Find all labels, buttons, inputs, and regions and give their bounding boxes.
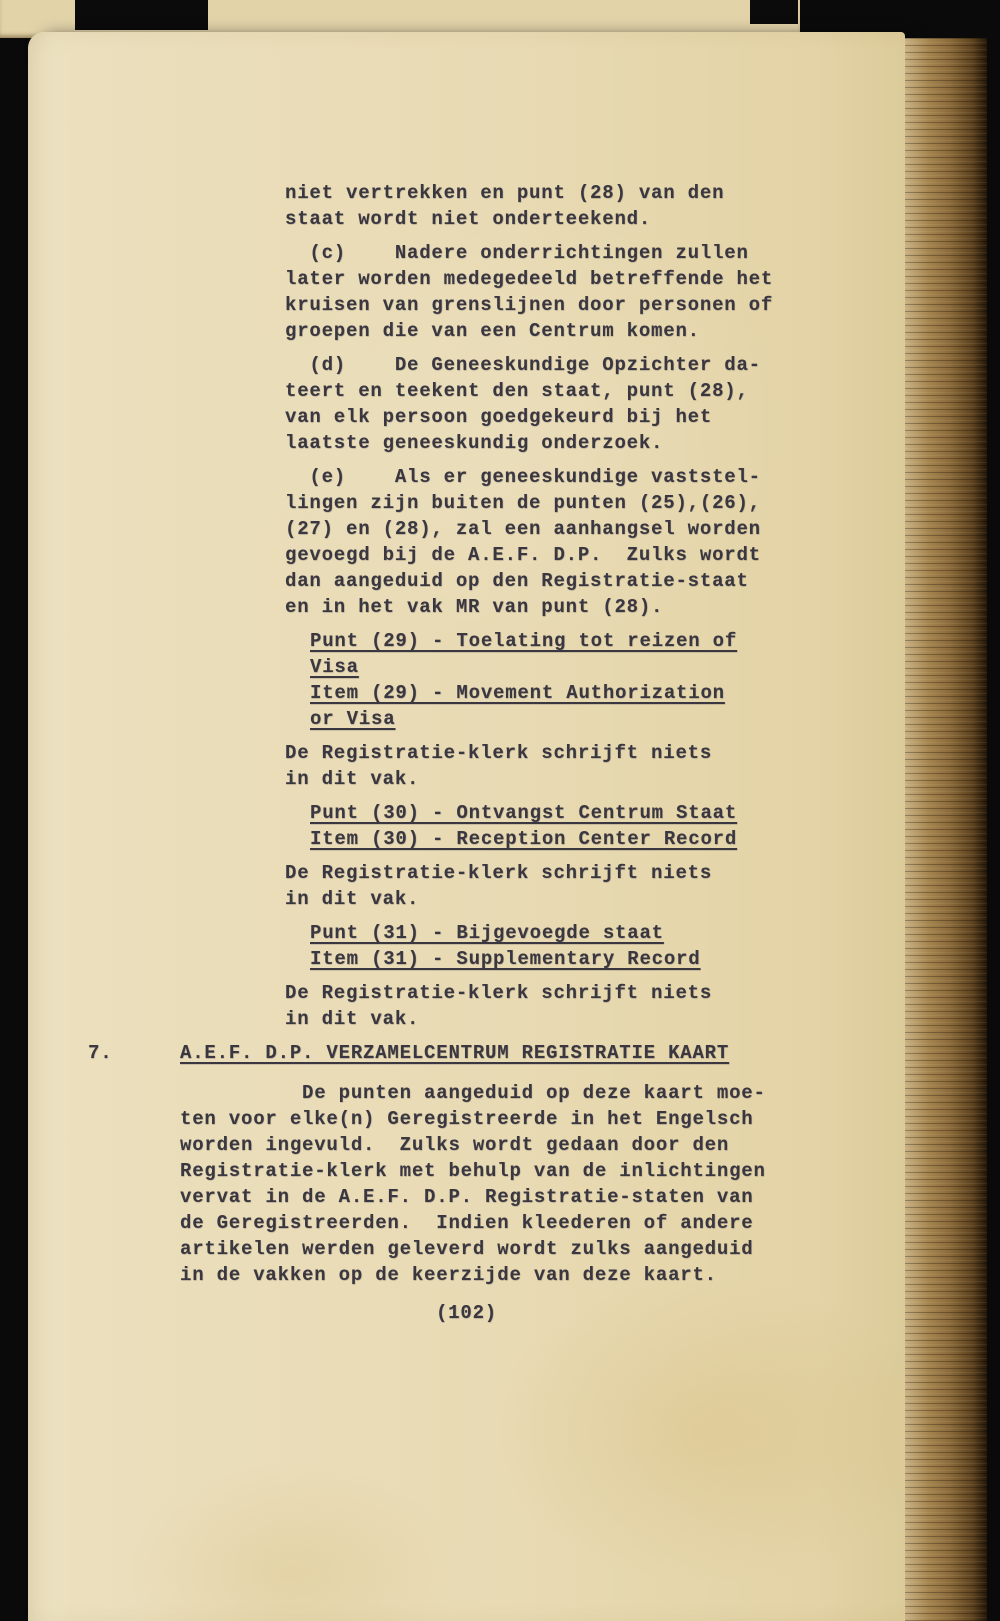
paragraph-continuation	[285, 180, 905, 232]
paragraph-c	[285, 240, 905, 344]
text-line: groepen die van een Centrum komen.	[285, 320, 700, 342]
paragraph-d	[285, 352, 905, 456]
text-line: (27) en (28), zal een aanhangsel worden	[285, 518, 761, 540]
paragraph-e	[285, 464, 905, 620]
underlined-text-line: Punt (29) - Toelating tot reizen of	[310, 630, 738, 652]
punt-29-heading	[310, 628, 905, 732]
underlined-text-line: Visa	[310, 656, 359, 678]
text-line: vervat in de A.E.F. D.P. Registratie-staten van	[180, 1186, 754, 1208]
text-line: kruisen van grenslijnen door personen of	[285, 294, 774, 316]
text-line: ten voor elke(n) Geregistreerde in het Engelsch	[180, 1108, 754, 1130]
underlined-text-line: Item (31) - Supplementary Record	[310, 948, 701, 970]
section-7-paragraph	[180, 1080, 905, 1288]
page-number: (102)	[435, 1302, 497, 1324]
underlined-text-line: Punt (31) - Bijgevoegde staat	[310, 922, 664, 944]
punt-31-body	[285, 980, 905, 1032]
underlined-text-line: A.E.F. D.P. VERZAMELCENTRUM REGISTRATIE KAART	[180, 1042, 730, 1064]
text-line: en in het vak MR van punt (28).	[285, 596, 664, 618]
book-page-edges	[905, 38, 987, 1621]
text-line: (d) De Geneeskundige Opzichter da-	[285, 354, 761, 376]
punt-29-body	[285, 740, 905, 792]
text-line: artikelen werden geleverd wordt zulks aangeduid	[180, 1238, 754, 1260]
text-line: (e) Als er geneeskundige vaststel-	[285, 466, 761, 488]
scan-gap-dark-small	[750, 0, 798, 24]
text-line: De Registratie-klerk schrijft niets	[285, 862, 713, 884]
text-line: staat wordt niet onderteekend.	[285, 208, 652, 230]
underlined-text-line: Punt (30) - Ontvangst Centrum Staat	[310, 802, 738, 824]
text-line: in dit vak.	[285, 1008, 420, 1030]
scan-gap-dark	[75, 0, 208, 30]
text-line: niet vertrekken en punt (28) van den	[285, 182, 725, 204]
text-line: in de vakken op de keerzijde van deze kaart.	[180, 1264, 717, 1286]
text-line: worden ingevuld. Zulks wordt gedaan door den	[180, 1134, 730, 1156]
text-line: in dit vak.	[285, 768, 420, 790]
underlined-text-line: Item (29) - Movement Authorization	[310, 682, 725, 704]
book-page	[28, 32, 905, 1621]
text-line: gevoegd bij de A.E.F. D.P. Zulks wordt	[285, 544, 761, 566]
text-line: dan aangeduid op den Registratie-staat	[285, 570, 749, 592]
text-line: laatste geneeskundig onderzoek.	[285, 432, 664, 454]
underlined-text-line: Item (30) - Reception Center Record	[310, 828, 738, 850]
text-line: lingen zijn buiten de punten (25),(26),	[285, 492, 761, 514]
punt-30-heading	[310, 800, 905, 852]
text-line: (c) Nadere onderrichtingen zullen	[285, 242, 749, 264]
punt-30-body	[285, 860, 905, 912]
text-line: Registratie-klerk met behulp van de inlichtingen	[180, 1160, 766, 1182]
text-line: teert en teekent den staat, punt (28),	[285, 380, 749, 402]
text-line: van elk persoon goedgekeurd bij het	[285, 406, 713, 428]
text-line: in dit vak.	[285, 888, 420, 910]
punt-31-heading	[310, 920, 905, 972]
text-line: De Registratie-klerk schrijft niets	[285, 742, 713, 764]
section-7-heading	[88, 1040, 905, 1066]
text-line: later worden medegedeeld betreffende het	[285, 268, 774, 290]
text-line: de Geregistreerden. Indien kleederen of andere	[180, 1212, 754, 1234]
text-line: De Registratie-klerk schrijft niets	[285, 982, 713, 1004]
text-line: De punten aangeduid op deze kaart moe-	[180, 1082, 766, 1104]
page-content	[28, 180, 905, 1296]
underlined-text-line: or Visa	[310, 708, 396, 730]
section-number: 7.	[88, 1042, 113, 1064]
